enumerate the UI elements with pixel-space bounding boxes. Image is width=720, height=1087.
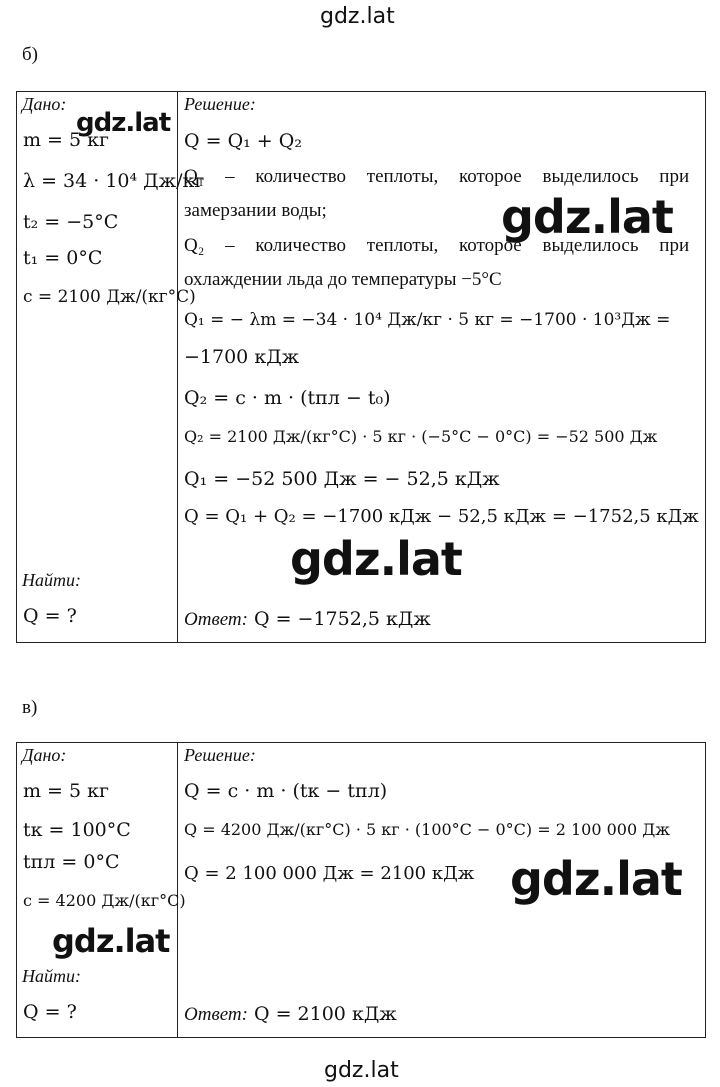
answer [184, 1003, 397, 1026]
watermark-top: gdz.lat [320, 4, 395, 29]
solution-title: Решение: [184, 745, 256, 765]
find-value: Q = ? [23, 1001, 77, 1023]
given-t2: t₂ = −5°C [23, 211, 119, 233]
given-c: c = 2100 Дж/(кг°C) [23, 287, 196, 307]
watermark-bottom: gdz.lat [324, 1058, 399, 1083]
solution-line-4: Q₂ – количество теплоты, которое выделилось при [184, 235, 690, 256]
solution-line-1: Q = c · m · (tк − tпл) [184, 780, 388, 802]
given-lambda: λ = 34 · 10⁴ Дж/кг [23, 170, 205, 192]
solution-line-3: Q = 2 100 000 Дж = 2100 кДж [184, 863, 475, 884]
solution-title: Решение: [184, 94, 256, 114]
solution-line-11: Q = Q₁ + Q₂ = −1700 кДж − 52,5 кДж = −1752,5 кДж [184, 506, 699, 527]
solution-line-2: Q₁ – количество теплоты, которое выделилось при [184, 166, 690, 187]
solution-line-5: охлаждении льда до температуры −5°C [184, 269, 502, 290]
part-v-given-column [17, 743, 186, 1037]
watermark-big-1: gdz.lat [76, 108, 171, 138]
given-tk: tк = 100°C [23, 819, 131, 841]
find-title: Найти: [22, 570, 81, 590]
given-mass: m = 5 кг [23, 780, 109, 802]
solution-line-8: Q₂ = c · m · (tпл − t₀) [184, 387, 391, 409]
part-b-label: б) [22, 44, 38, 65]
answer-value: Q = 2100 кДж [253, 1003, 397, 1025]
solution-line-7: −1700 кДж [184, 346, 300, 368]
given-tpl: tпл = 0°C [23, 851, 120, 873]
part-v-label: в) [22, 697, 38, 718]
answer-label: Ответ: [184, 1004, 248, 1025]
solution-line-6: Q₁ = − λm = −34 · 10⁴ Дж/кг · 5 кг = −1700 · 10³Дж = [184, 310, 671, 330]
given-title: Дано: [22, 745, 67, 765]
given-title: Дано: [22, 94, 67, 114]
solution-line-1: Q = Q₁ + Q₂ [184, 130, 302, 152]
solution-line-10: Q₁ = −52 500 Дж = − 52,5 кДж [184, 468, 500, 490]
part-b-given-column [17, 92, 205, 642]
given-c: c = 4200 Дж/(кг°C) [23, 891, 186, 910]
watermark-big-5: gdz.lat [52, 922, 170, 960]
answer-value: Q = −1752,5 кДж [253, 608, 431, 630]
watermark-big-2: gdz.lat [501, 190, 673, 244]
solution-line-3: замерзании воды; [184, 200, 327, 221]
find-value: Q = ? [23, 605, 77, 627]
solution-line-2: Q = 4200 Дж/(кг°C) · 5 кг · (100°C − 0°C) = 2 100 000 Дж [184, 820, 670, 839]
answer [184, 608, 431, 631]
given-t1: t₁ = 0°C [23, 247, 103, 269]
given-mass: m = 5 кг [23, 129, 109, 151]
watermark-big-3: gdz.lat [290, 532, 462, 586]
solution-line-9: Q₂ = 2100 Дж/(кг°C) · 5 кг · (−5°C − 0°C) = −52 500 Дж [184, 427, 658, 446]
answer-label: Ответ: [184, 609, 248, 630]
watermark-big-4: gdz.lat [510, 852, 682, 906]
find-title: Найти: [22, 966, 81, 986]
